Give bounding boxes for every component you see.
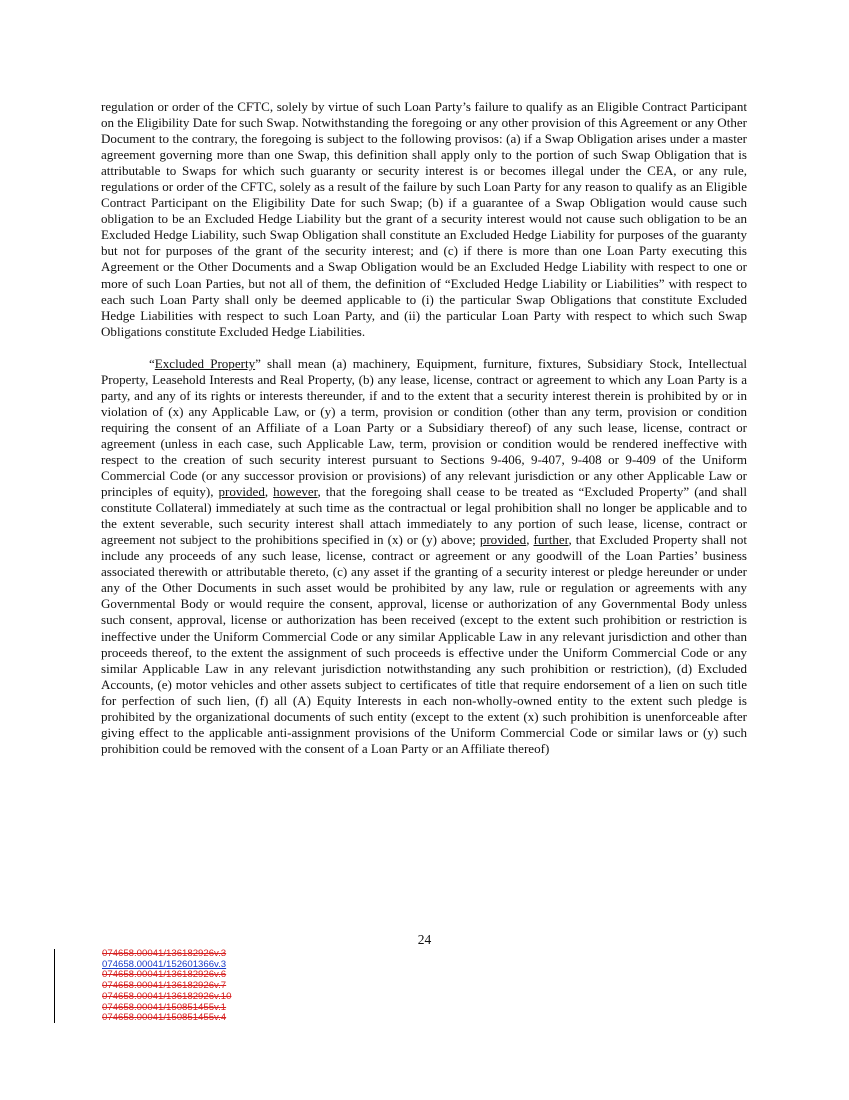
defined-term-excluded-property: Excluded Property — [154, 355, 256, 371]
text-segment-3: , that Excluded Property shall not include any proceeds of any such lease, license, contract or agreement or any goodwill of the Loan Parties’ business associated therewith or attributable thereto, (c) any asset if the granting of a security interest or pledge hereunder or under any of the Other Documents in such asset would be prohibited by any law, rule or regulation or agreements with any Governmental Body or would require the consent, approval, license or authorization of any Governmental Body unless such consent, approval, license or authorization has been received (except to the extent such prohibition or restriction is ineffective under the Uniform Commercial Code or any similar Applicable Law in any relevant jurisdiction and other than proceeds thereof, to the extent the assignment of such proceeds is effective under the Uniform Commercial Code or any similar Applicable Law in any relevant jurisdiction notwithstanding any such prohibition or restriction), (d) Excluded Accounts, (e) motor vehicles and other assets subject to certificates of title that require endorsement of a lien on such title for perfection of such lien, (f) all (A) Equity Interests in each non-wholly-owned entity to the extent such pledge is prohibited by the organizational documents of such entity (except to the extent (x) such prohibition is unenforceable after giving effect to the applicable anti-assignment provisions of the Uniform Commercial Code or similar laws or (y) such prohibition could be removed with the consent of a Loan Party or an Affiliate thereof) — [101, 532, 747, 756]
open-quote: “ — [149, 355, 155, 371]
doc-id-inserted: 074658.00041/152601366v.3 — [102, 958, 227, 970]
proviso-provided-1: provided — [218, 484, 265, 500]
page-number: 24 — [417, 932, 432, 947]
doc-id-deleted: 074658.00041/136182926v.10 — [102, 990, 232, 1002]
doc-id-deleted: 074658.00041/136182926v.6 — [102, 969, 227, 981]
proviso-however: however — [273, 484, 318, 500]
text-segment-1: ” shall mean (a) machinery, Equipment, furniture, fixtures, Subsidiary Stock, Intellectual Property, Leasehold Interests and Real Property, (b) any lease, license, contract or agreement to which any Loan Party is a party, and any of its rights or interests thereunder, if and to the extent that a security interest therein is prohibited by or in violation of (x) any Applicable Law, or (y) a term, provision or condition (other than any term, provision or condition requiring the consent of an Affiliate of a Loan Party or a Subsidiary thereof) of any such lease, license, contract or agreement (unless in each case, such Applicable Law, term, provision or condition would be rendered ineffective with respect to the creation of such security interest pursuant to Sections 9-406, 9-407, 9-408 or 9-409 of the Uniform Commercial Code (or any successor provision or provisions) of any relevant jurisdiction or any other Applicable Law or principles of equity), — [101, 355, 747, 500]
document-id-footer — [102, 949, 231, 1024]
doc-id-deleted: 074658.00041/136182926v.3 — [102, 948, 227, 959]
text-segment-2: , that the foregoing shall cease to be treated as “Excluded Property” (and shall constitute Collateral) immediately at such time as the contractual or legal prohibition shall no longer be applicable and to the extent severable, such security interest shall attach immediately to any portion of such lease, license, contract or agreement not subject to the prohibitions specified in (x) or (y) above; — [101, 484, 747, 548]
doc-id-deleted: 074658.00041/136182926v.7 — [102, 980, 227, 992]
paragraph-swap-provisos: regulation or order of the CFTC, solely by virtue of such Loan Party’s failure to qualify as an Eligible Contract Participant on the Eligibility Date for such Swap. Notwithstanding the foregoing or any other provision of this Agreement or any Other Document to the contrary, the foregoing is subject to the following provisos: (a) if a Swap Obligation arises under a master agreement governing more than one Swap, this definition shall apply only to the portion of such Swap Obligation that is attributable to Swaps for which such guaranty or security interest is or becomes illegal under the CEA, or any rule, regulations or order of the CFTC, solely as a result of the failure by such Loan Party for any reason to qualify as an Eligible Contract Participant on the Eligibility Date for such Swap; (b) if a guarantee of a Swap Obligation would cause such obligation to be an Excluded Hedge Liability but the grant of a security interest would not cause such obligation to be an Excluded Hedge Liability, such Swap Obligation shall constitute an Excluded Hedge Liability for purposes of the guaranty but not for purposes of the grant of the security interest; and (c) if there is more than one Loan Party executing this Agreement or the Other Documents and a Swap Obligation would be an Excluded Hedge Liability with respect to one or more of such Loan Parties, but not all of them, the definition of “Excluded Hedge Liability or Liabilities” with respect to each such Loan Party shall only be deemed applicable to (i) the particular Swap Obligations that constitute Excluded Hedge Liabilities with respect to such Loan Party, and (ii) the particular Loan Party with respect to which such Swap Obligations constitute Excluded Hedge Liabilities. — [101, 99, 748, 339]
document-body — [101, 99, 747, 757]
proviso-provided-2: provided — [479, 532, 527, 548]
comma-1: , — [264, 484, 274, 500]
revision-change-bar — [54, 949, 55, 1023]
doc-id-deleted: 074658.00041/150851455v.1 — [102, 1001, 227, 1013]
comma-2: , — [526, 532, 534, 548]
paragraph-excluded-property — [101, 356, 747, 757]
proviso-further: further — [533, 532, 569, 548]
doc-id-deleted: 074658.00041/150851455v.4 — [102, 1012, 227, 1024]
